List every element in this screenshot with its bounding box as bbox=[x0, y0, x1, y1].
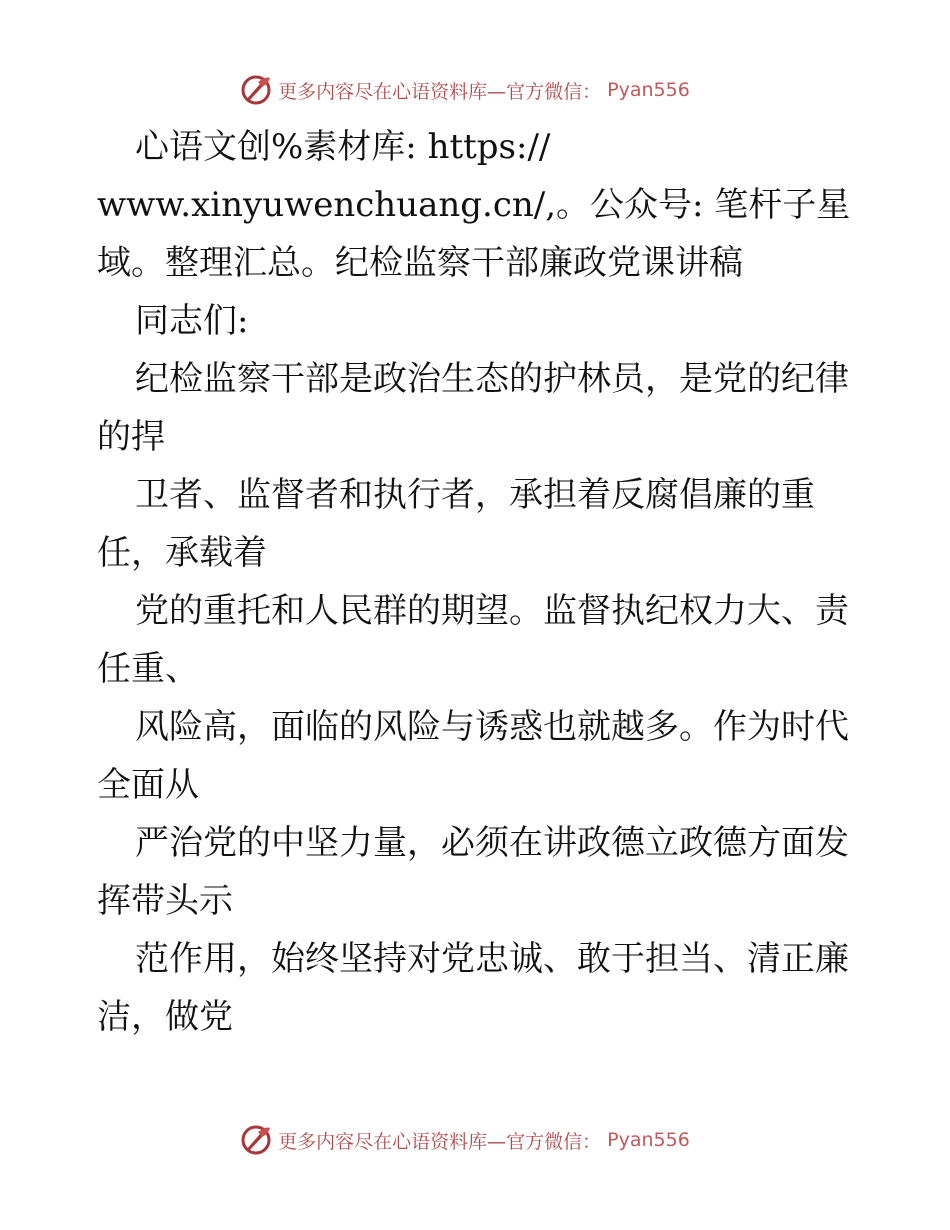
quill-logo-icon bbox=[240, 1124, 272, 1156]
document-line: 严治党的中坚力量，必须在讲政德立政德方面发 bbox=[135, 823, 849, 863]
footer-banner bbox=[0, 1120, 950, 1160]
document-line: 的捍 bbox=[97, 417, 165, 457]
document-line: www.xinyuwenchuang.cn/,。公众号: 笔杆子星 bbox=[97, 185, 851, 225]
document-line: 卫者、监督者和执行者，承担着反腐倡廉的重 bbox=[135, 475, 815, 515]
document-line: 范作用，始终坚持对党忠诚、敢于担当、清正廉 bbox=[135, 939, 849, 979]
footer-banner-text: 更多内容尽在心语资料库—官方微信： bbox=[278, 1130, 602, 1153]
document-line: 任，承载着 bbox=[97, 533, 267, 573]
document-line: 心语文创%素材库: https:// bbox=[135, 127, 551, 167]
quill-logo-icon bbox=[240, 74, 272, 106]
header-banner-content bbox=[240, 74, 690, 106]
header-banner-text: 更多内容尽在心语资料库—官方微信： bbox=[278, 80, 602, 103]
document-body bbox=[97, 118, 857, 1046]
header-banner-wechat-id: Pyan556 bbox=[607, 79, 690, 101]
document-line: 任重、 bbox=[97, 649, 199, 689]
document-line: 域。整理汇总。纪检监察干部廉政党课讲稿 bbox=[97, 243, 743, 283]
document-line: 党的重托和人民群的期望。监督执纪权力大、责 bbox=[135, 591, 849, 631]
document-line: 洁，做党 bbox=[97, 997, 233, 1037]
footer-banner-content bbox=[240, 1124, 690, 1156]
document-line: 风险高，面临的风险与诱惑也就越多。作为时代 bbox=[135, 707, 849, 747]
header-banner bbox=[0, 70, 950, 110]
footer-banner-wechat-id: Pyan556 bbox=[607, 1129, 690, 1151]
document-line: 同志们: bbox=[135, 301, 249, 341]
document-line: 纪检监察干部是政治生态的护林员，是党的纪律 bbox=[135, 359, 849, 399]
document-line: 挥带头示 bbox=[97, 881, 233, 921]
document-line: 全面从 bbox=[97, 765, 199, 805]
